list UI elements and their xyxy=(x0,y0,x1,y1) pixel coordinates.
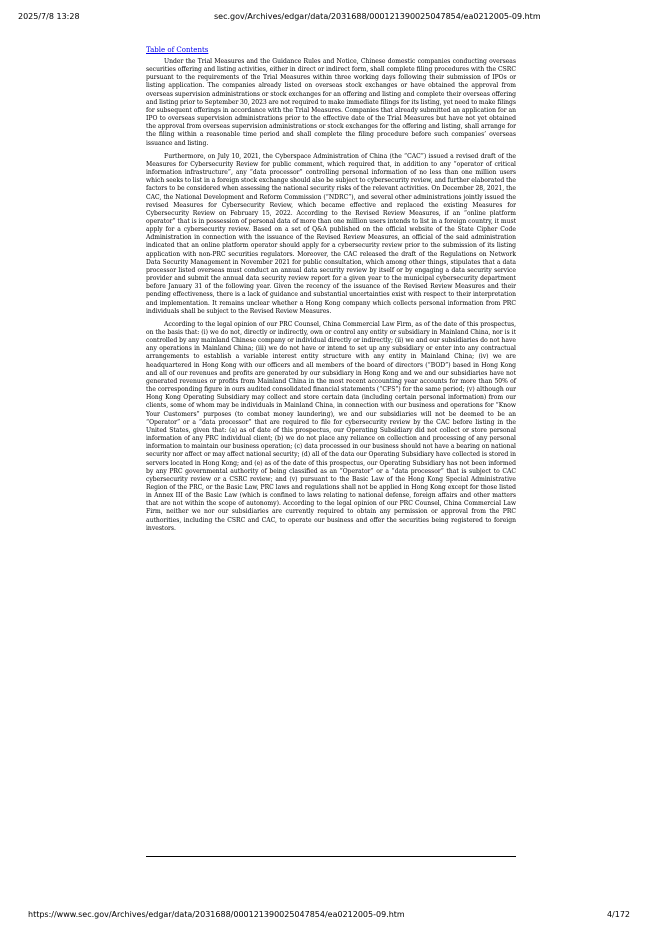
document-body xyxy=(146,37,516,538)
print-footer-url: https://www.sec.gov/Archives/edgar/data/2031688/000121390025047854/ea0212005-09.htm xyxy=(28,910,405,919)
print-header-url: sec.gov/Archives/edgar/data/2031688/000121390025047854/ea0212005-09.htm xyxy=(214,12,541,21)
paragraph-legal-opinion: According to the legal opinion of our PRC Counsel, China Commercial Law Firm, as of the date of this prospectus, on the basis that: (i) we do not, directly or indirectly, own or control any entity or subsidiary in Mainland China, nor is it controlled by any mainland Chinese company or individual directly or indirectly; (ii) we and our subsidiaries do not have any operations in Mainland China; (iii) we do not have or intend to set up any subsidiary or enter into any contractual arrangements to establish a variable interest entity structure with any entity in Mainland China; (iv) we are headquartered in Hong Kong with our officers and all members of the board of directors (“BOD”) based in Hong Kong and all of our revenues and profits are generated by our subsidiary in Hong Kong and we and our subsidiaries have not generated revenues or profits from Mainland China in the most recent accounting year accounts for more than 50% of the corresponding figure in ours audited consolidated financial statements (“CFS”) for the same period; (v) although our Hong Kong Operating Subsidiary may collect and store certain data (including certain personal information) from our clients, some of whom may be individuals in Mainland China, in connection with our business and operations for “Know Your Customers” purposes (to combat money laundering), we and our subsidiaries will not be deemed to be an “Operator” or a “data processor” that are required to file for cybersecurity review by the CAC before listing in the United States, given that: (a) as of date of this prospectus, our Operating Subsidiary did not collect or store personal information of any PRC individual client; (b) we do not place any reliance on collection and processing of any personal information to maintain our business operation; (c) data processed in our business should not have a bearing on national security nor affect or may affect national security; (d) all of the data our Operating Subsidiary have collected is stored in servers located in Hong Kong; and (e) as of the date of this prospectus, our Operating Subsidiary has not been informed by any PRC governmental authority of being classified as an “Operator” or a “data processor” that is subject to CAC cybersecurity review or a CSRC review; and (v) pursuant to the Basic Law of the Hong Kong Special Administrative Region of the PRC, or the Basic Law, PRC laws and regulations shall not be applied in Hong Kong except for those listed in Annex III of the Basic Law (which is confined to laws relating to national defense, foreign affairs and other matters that are not within the scope of autonomy). According to the legal opinion of our PRC Counsel, China Commercial Law Firm, neither we nor our subsidiaries are currently required to obtain any permission or approval from the PRC authorities, including the CSRC and CAC, to operate our business and offer the securities being registered to foreign investors. xyxy=(146,320,516,532)
browser-print-header xyxy=(0,12,662,24)
browser-print-footer xyxy=(0,910,662,922)
footer-divider xyxy=(146,856,516,857)
print-datetime: 2025/7/8 13:28 xyxy=(18,12,80,21)
paragraph-cybersecurity-review: Furthermore, on July 10, 2021, the Cyberspace Administration of China (the “CAC”) issued a revised draft of the Measures for Cybersecurity Review for public comment, which required that, in addition to any “operator of critical information infrastructure”, any “data processor” controlling personal information of no less than one million users which seeks to list in a foreign stock exchange should also be subject to cybersecurity review, and further elaborated the factors to be considered when assessing the national security risks of the relevant activities. On December 28, 2021, the CAC, the National Development and Reform Commission (“NDRC”), and several other administrations jointly issued the revised Measures for Cybersecurity Review, which became effective and replaced the existing Measures for Cybersecurity Review on February 15, 2022. According to the Revised Review Measures, if an “online platform operator” that is in possession of personal data of more than one million users intends to list in a foreign country, it must apply for a cybersecurity review. Based on a set of Q&A published on the official website of the State Cipher Code Administration in connection with the issuance of the Revised Review Measures, an official of the said administration indicated that an online platform operator should apply for a cybersecurity review prior to the submission of its listing application with non-PRC securities regulators. Moreover, the CAC released the draft of the Regulations on Network Data Security Management in November 2021 for public consultation, which among other things, stipulates that a data processor listed overseas must conduct an annual data security review by itself or by engaging a data security service provider and submit the annual data security review report for a given year to the municipal cybersecurity department before January 31 of the following year. Given the recency of the issuance of the Revised Review Measures and their pending effectiveness, there is a lack of guidance and substantial uncertainties exist with respect to their interpretation and implementation. It remains unclear whether a Hong Kong company which collects personal information from PRC individuals shall be subject to the Revised Review Measures. xyxy=(146,152,516,315)
page-number: 4/172 xyxy=(606,910,630,919)
table-of-contents-link[interactable]: Table of Contents xyxy=(146,46,209,54)
paragraph-trial-measures: Under the Trial Measures and the Guidance Rules and Notice, Chinese domestic companies conducting overseas securities offering and listing activities, either in direct or indirect form, shall complete filing procedures with the CSRC pursuant to the requirements of the Trial Measures within three working days following their submission of IPOs or listing application. The companies already listed on overseas stock exchanges or have obtained the approval from overseas supervision administrations or stock exchanges for an offering and listing and complete their overseas offering and listing prior to September 30, 2023 are not required to make immediate filings for its listing, yet need to make filings for subsequent offerings in accordance with the Trial Measures. Companies that already submitted an application for an IPO to overseas supervision administrations prior to the effective date of the Trial Measures but have not yet obtained the approval from overseas supervision administrations or stock exchanges for the offering and listing, shall arrange for the filing within a reasonable time period and shall complete the filing procedure before such companies’ overseas issuance and listing. xyxy=(146,58,517,147)
